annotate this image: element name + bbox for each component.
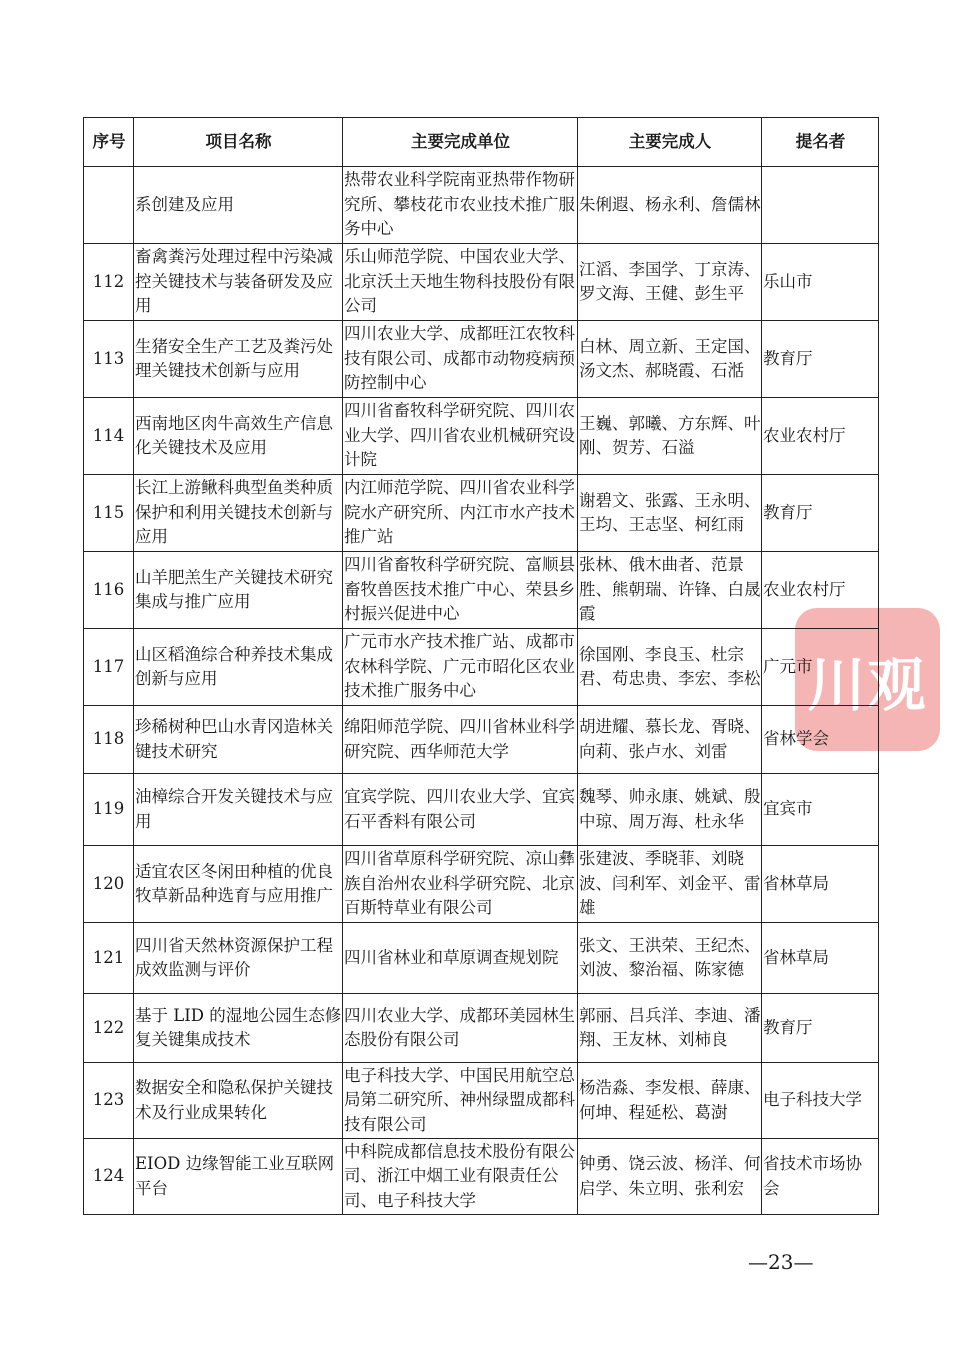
project-name: 数据安全和隐私保护关键技术及行业成果转化 <box>134 1063 343 1139</box>
completing-people: 白林、周立新、王定国、汤文杰、郝晓霞、石湉 <box>578 321 762 398</box>
completing-people: 杨浩淼、李发根、薛康、何坤、程延松、葛澍 <box>578 1063 762 1139</box>
table-row <box>84 629 879 706</box>
project-name: 畜禽粪污处理过程中污染减控关键技术与装备研发及应用 <box>134 244 343 321</box>
header-no: 序号 <box>84 118 134 167</box>
completing-people: 张林、俄木曲者、范景胜、熊朝瑞、许锋、白晟霞 <box>578 552 762 629</box>
row-number: 120 <box>84 846 134 923</box>
header-people: 主要完成人 <box>578 118 762 167</box>
row-number: 116 <box>84 552 134 629</box>
nominator: 广元市 <box>762 629 879 706</box>
row-number: 114 <box>84 398 134 475</box>
completing-units: 四川农业大学、成都旺江农牧科技有限公司、成都市动物疫病预防控制中心 <box>343 321 578 398</box>
project-name: 西南地区肉牛高效生产信息化关键技术及应用 <box>134 398 343 475</box>
row-number: 118 <box>84 706 134 774</box>
row-number: 123 <box>84 1063 134 1139</box>
completing-people: 江滔、李国学、丁京涛、罗文海、王健、彭生平 <box>578 244 762 321</box>
completing-units: 四川省草原科学研究院、凉山彝族自治州农业科学研究院、北京百斯特草业有限公司 <box>343 846 578 923</box>
completing-units: 四川省畜牧科学研究院、富顺县畜牧兽医技术推广中心、荣县乡村振兴促进中心 <box>343 552 578 629</box>
project-name: 系创建及应用 <box>134 167 343 244</box>
completing-people: 谢碧文、张露、王永明、王均、王志坚、柯红雨 <box>578 475 762 552</box>
nominator: 省林学会 <box>762 706 879 774</box>
completing-units: 电子科技大学、中国民用航空总局第二研究所、神州绿盟成都科技有限公司 <box>343 1063 578 1139</box>
table-row <box>84 398 879 475</box>
nominator: 省技术市场协会 <box>762 1139 879 1215</box>
completing-units: 内江师范学院、四川省农业科学院水产研究所、内江市水产技术推广站 <box>343 475 578 552</box>
project-name: 山羊肥羔生产关键技术研究集成与推广应用 <box>134 552 343 629</box>
completing-people: 胡进耀、慕长龙、胥晓、向莉、张卢水、刘雷 <box>578 706 762 774</box>
table-row <box>84 475 879 552</box>
row-number: 112 <box>84 244 134 321</box>
completing-people: 朱俐遐、杨永利、詹儒林 <box>578 167 762 244</box>
completing-units: 宜宾学院、四川农业大学、宜宾石平香料有限公司 <box>343 774 578 846</box>
completing-units: 四川省林业和草原调查规划院 <box>343 923 578 994</box>
row-number: 124 <box>84 1139 134 1215</box>
row-number: 119 <box>84 774 134 846</box>
completing-people: 魏琴、帅永康、姚斌、殷中琼、周万海、杜永华 <box>578 774 762 846</box>
row-number: 115 <box>84 475 134 552</box>
nominator: 教育厅 <box>762 321 879 398</box>
project-name: 油樟综合开发关键技术与应用 <box>134 774 343 846</box>
table-row <box>84 1139 879 1215</box>
table-row <box>84 167 879 244</box>
header-nominator: 提名者 <box>762 118 879 167</box>
table-header-row <box>84 118 879 167</box>
project-name: 长江上游鳅科典型鱼类种质保护和利用关键技术创新与应用 <box>134 475 343 552</box>
completing-people: 徐国刚、李良玉、杜宗君、苟忠贵、李宏、李松 <box>578 629 762 706</box>
project-name: 适宜农区冬闲田种植的优良牧草新品种选育与应用推广 <box>134 846 343 923</box>
table-row <box>84 923 879 994</box>
completing-units: 中科院成都信息技术股份有限公司、浙江中烟工业有限责任公司、电子科技大学 <box>343 1139 578 1215</box>
project-name: 基于 LID 的湿地公园生态修复关键集成技术 <box>134 994 343 1063</box>
nominator: 教育厅 <box>762 994 879 1063</box>
row-number: 121 <box>84 923 134 994</box>
row-number: 117 <box>84 629 134 706</box>
completing-units: 乐山师范学院、中国农业大学、北京沃土天地生物科技股份有限公司 <box>343 244 578 321</box>
project-name: 山区稻渔综合种养技术集成创新与应用 <box>134 629 343 706</box>
table-row <box>84 321 879 398</box>
table-row <box>84 846 879 923</box>
completing-people: 钟勇、饶云波、杨洋、何启学、朱立明、张利宏 <box>578 1139 762 1215</box>
nominator: 省林草局 <box>762 923 879 994</box>
table-row <box>84 994 879 1063</box>
nominator: 教育厅 <box>762 475 879 552</box>
completing-people: 王巍、郭曦、方东辉、叶刚、贺芳、石溢 <box>578 398 762 475</box>
completing-units: 热带农业科学院南亚热带作物研究所、攀枝花市农业技术推广服务中心 <box>343 167 578 244</box>
nominator: 省林草局 <box>762 846 879 923</box>
table-row <box>84 1063 879 1139</box>
nominator: 农业农村厅 <box>762 552 879 629</box>
page-number: —23— <box>748 1250 814 1274</box>
nominator: 农业农村厅 <box>762 398 879 475</box>
awards-table <box>83 117 879 1215</box>
completing-units: 四川省畜牧科学研究院、四川农业大学、四川省农业机械研究设计院 <box>343 398 578 475</box>
completing-people: 张建波、季晓菲、刘晓波、闫利军、刘金平、雷雄 <box>578 846 762 923</box>
table-row <box>84 706 879 774</box>
row-number: 122 <box>84 994 134 1063</box>
watermark-logo: 川观 <box>795 608 940 751</box>
table-row <box>84 552 879 629</box>
nominator: 乐山市 <box>762 244 879 321</box>
header-project-name: 项目名称 <box>134 118 343 167</box>
completing-people: 郭丽、吕兵洋、李迪、潘翔、王友林、刘柿良 <box>578 994 762 1063</box>
completing-units: 四川农业大学、成都环美园林生态股份有限公司 <box>343 994 578 1063</box>
project-name: EIOD 边缘智能工业互联网平台 <box>134 1139 343 1215</box>
table-row <box>84 244 879 321</box>
row-number <box>84 167 134 244</box>
row-number: 113 <box>84 321 134 398</box>
completing-people: 张文、王洪荣、王纪杰、刘波、黎治福、陈家德 <box>578 923 762 994</box>
nominator: 电子科技大学 <box>762 1063 879 1139</box>
project-name: 四川省天然林资源保护工程成效监测与评价 <box>134 923 343 994</box>
table-row <box>84 774 879 846</box>
nominator <box>762 167 879 244</box>
header-units: 主要完成单位 <box>343 118 578 167</box>
nominator: 宜宾市 <box>762 774 879 846</box>
completing-units: 绵阳师范学院、四川省林业科学研究院、西华师范大学 <box>343 706 578 774</box>
project-name: 生猪安全生产工艺及粪污处理关键技术创新与应用 <box>134 321 343 398</box>
completing-units: 广元市水产技术推广站、成都市农林科学院、广元市昭化区农业技术推广服务中心 <box>343 629 578 706</box>
project-name: 珍稀树种巴山水青冈造林关键技术研究 <box>134 706 343 774</box>
